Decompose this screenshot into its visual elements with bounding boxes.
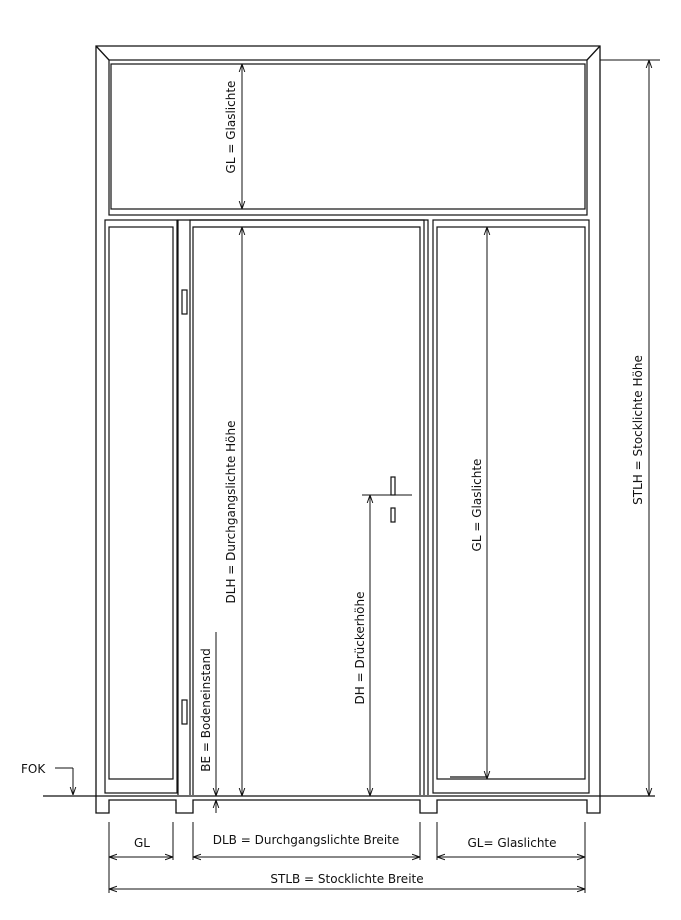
label-dlb: DLB = Durchgangslichte Breite [212, 833, 400, 847]
outer-frame [96, 46, 600, 813]
label-dlh: DLH = Durchgangslichte Höhe [224, 420, 238, 604]
label-gl-right-bottom: GL= Glaslichte [467, 836, 557, 850]
hinge-top [182, 290, 187, 314]
fok-leader [55, 768, 73, 795]
door-handle [391, 477, 395, 522]
dim-stlh [600, 60, 660, 796]
label-fok: FOK [21, 762, 46, 776]
dim-dh [362, 495, 412, 796]
label-gl-left-bottom: GL [134, 836, 150, 850]
label-gl-top: GL = Glaslichte [224, 80, 238, 174]
label-gl-right: GL = Glaslichte [470, 458, 484, 552]
label-stlh: STLH = Stocklichte Höhe [631, 355, 645, 505]
label-stlb: STLB = Stocklichte Breite [270, 872, 424, 886]
left-sidelight-frame [105, 220, 177, 793]
label-dh: DH = Drückerhöhe [353, 591, 367, 705]
transom-frame [109, 60, 587, 215]
label-be: BE = Bodeneinstand [199, 648, 213, 772]
hinge-bottom [182, 700, 187, 724]
right-sidelight-frame [433, 220, 589, 793]
